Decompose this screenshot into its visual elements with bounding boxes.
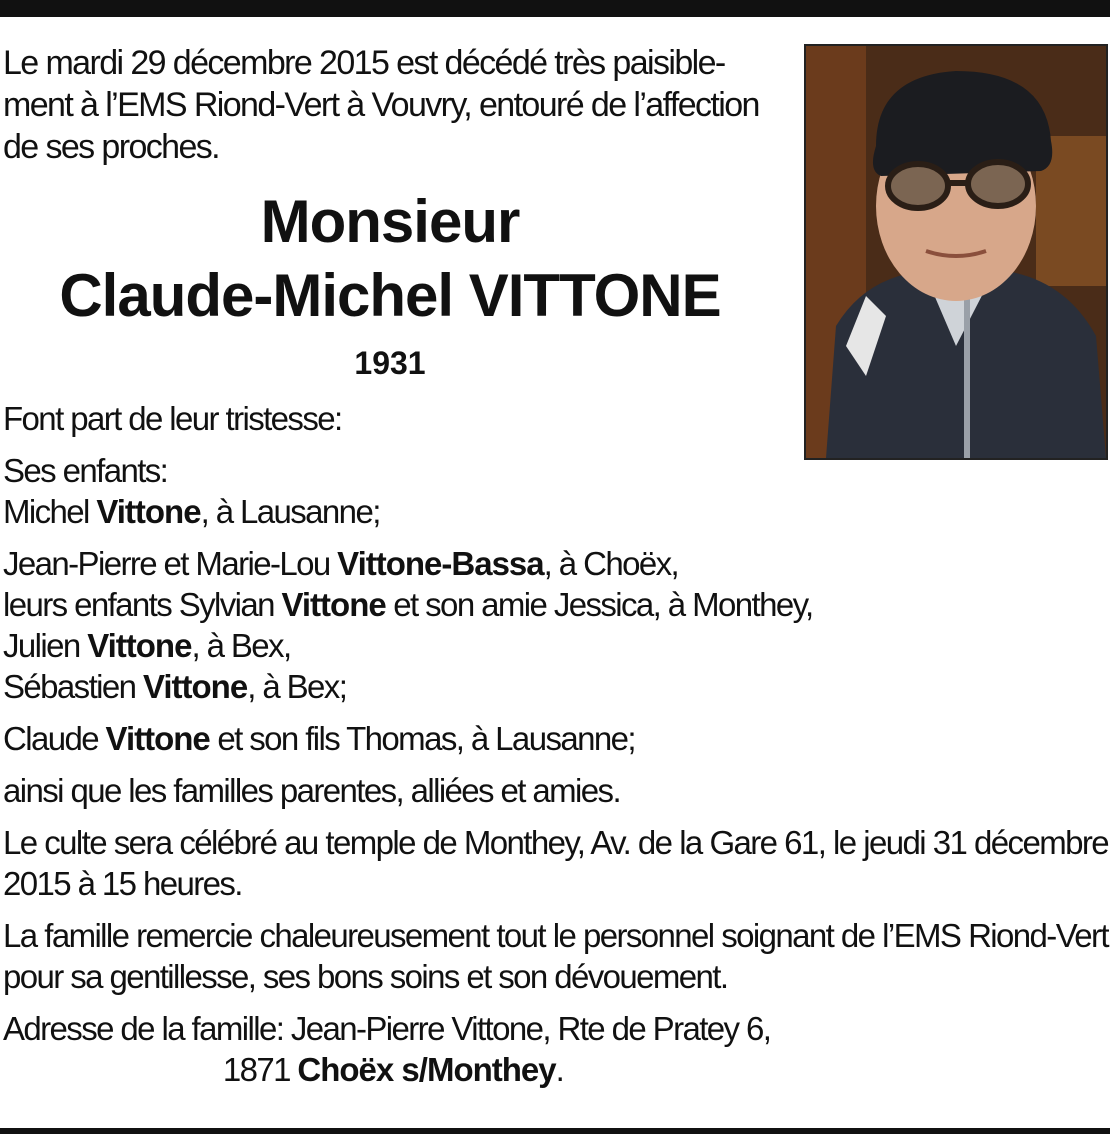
children-heading: Ses enfants: xyxy=(3,452,168,489)
birth-year: 1931 xyxy=(354,345,426,381)
family-member-text: , à Choëx, xyxy=(543,545,679,582)
family-surname: Vittone xyxy=(142,668,248,705)
family-surname: Vittone xyxy=(105,720,210,757)
family-member-text: Sébastien xyxy=(3,668,143,705)
honorific: Monsieur xyxy=(260,188,520,255)
service-paragraph: Le culte sera célébré au temple de Monthey, Av. de la Gare 61, le jeudi 31 décembre 2015 à 15 heures. xyxy=(3,824,1108,902)
intro-line: de ses proches. xyxy=(3,128,220,166)
family-surname: Vittone xyxy=(87,627,192,664)
family-surname: Vittone xyxy=(96,493,201,530)
families-line: ainsi que les familles parentes, alliées et amies. xyxy=(3,772,621,809)
address-end: . xyxy=(555,1051,564,1088)
deceased-name: Claude-Michel VITTONE xyxy=(59,262,721,329)
family-member-text: et son fils Thomas, à Lausanne; xyxy=(209,720,635,757)
family-member-text: Michel xyxy=(3,493,97,530)
family-surname: Vittone xyxy=(281,586,386,623)
address-line: Adresse de la famille: Jean-Pierre Vittone, Rte de Pratey 6, xyxy=(3,1010,771,1047)
children-block xyxy=(3,450,1108,532)
family-member-text: leurs enfants Sylvian xyxy=(3,586,282,623)
intro-line: ment à l’EMS Riond-Vert à Vouvry, entouré de l’affection xyxy=(3,86,759,124)
portrait-illustration xyxy=(806,46,1106,458)
claude-line xyxy=(3,718,1108,759)
postal-code: 1871 xyxy=(222,1051,298,1088)
family-surname: Vittone-Bassa xyxy=(337,545,544,582)
family-member-text: , à Bex, xyxy=(191,627,291,664)
address-locality xyxy=(3,1049,783,1090)
address-block xyxy=(3,1008,1108,1090)
family-member-text: Julien xyxy=(3,627,88,664)
thanks-paragraph: La famille remercie chaleureusement tout le personnel soignant de l’EMS Riond-Vert pour sa gentillesse, ses bons soins et son dévouement. xyxy=(3,917,1108,995)
family-member-text: , à Bex; xyxy=(247,668,347,705)
tristesse-line: Font part de leur tristesse: xyxy=(3,400,342,437)
family-member-text: Claude xyxy=(3,720,106,757)
jean-pierre-block xyxy=(3,543,1108,707)
locality-name: Choëx s/Monthey xyxy=(297,1051,556,1088)
intro-line: Le mardi 29 décembre 2015 est décédé très paisible- xyxy=(3,44,725,82)
bottom-rule xyxy=(0,1128,1110,1134)
intro-paragraph xyxy=(3,42,793,168)
family-member-text: , à Lausanne; xyxy=(200,493,380,530)
family-member-text: Jean-Pierre et Marie-Lou xyxy=(3,545,338,582)
family-member-text: et son amie Jessica, à Monthey, xyxy=(385,586,813,623)
top-rule xyxy=(0,0,1110,17)
notice-body xyxy=(3,398,1108,1101)
